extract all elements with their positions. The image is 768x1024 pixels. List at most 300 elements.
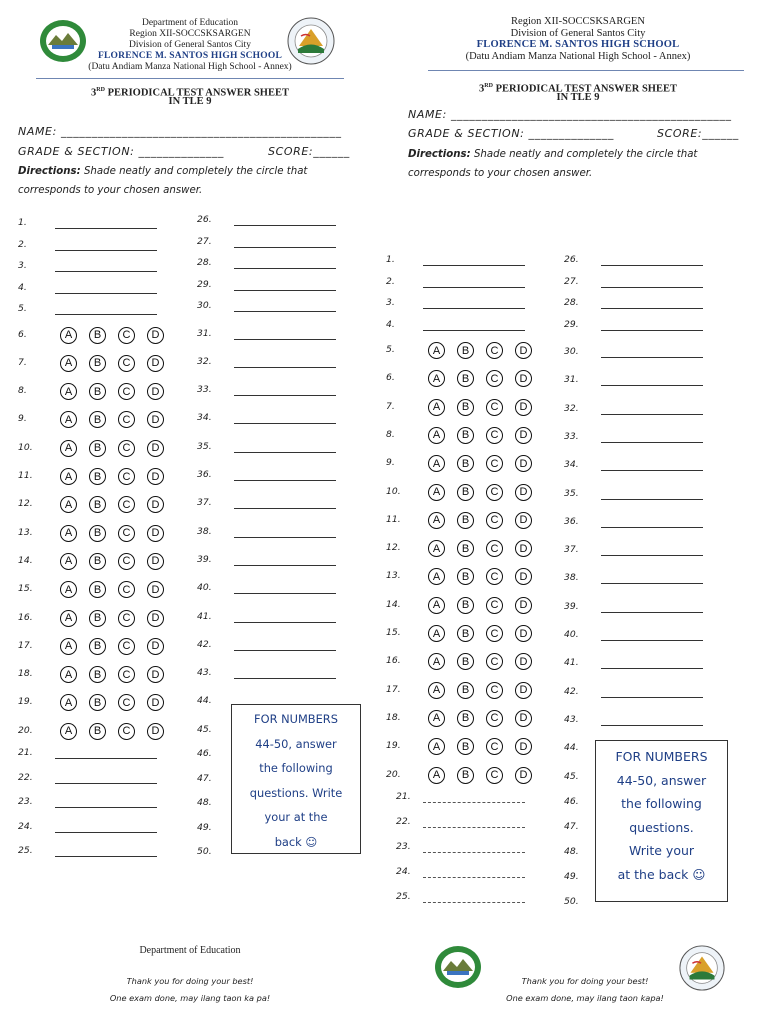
header-divider <box>36 78 344 79</box>
answer-line[interactable] <box>601 697 703 698</box>
choice-bubble-a[interactable]: A <box>428 653 445 670</box>
choice-bubble-d[interactable]: D <box>515 540 532 557</box>
choice-bubble-a[interactable]: A <box>428 427 445 444</box>
choice-bubble-a[interactable]: A <box>60 666 77 683</box>
choice-bubble-c[interactable]: C <box>118 383 135 400</box>
answer-line[interactable] <box>55 271 157 272</box>
choice-bubble-b[interactable]: B <box>457 399 474 416</box>
choice-bubble-a[interactable]: A <box>60 723 77 740</box>
choice-bubble-d[interactable]: D <box>515 370 532 387</box>
choice-bubble-c[interactable]: C <box>486 399 503 416</box>
header-school: FLORENCE M. SANTOS HIGH SCHOOL <box>98 51 282 61</box>
choice-bubble-d[interactable]: D <box>147 440 164 457</box>
choice-bubble-d[interactable]: D <box>147 723 164 740</box>
answer-line[interactable] <box>234 247 336 248</box>
answer-line[interactable] <box>55 228 157 229</box>
choice-bubble-b[interactable]: B <box>457 512 474 529</box>
item-number: 4. <box>18 281 27 293</box>
choice-bubble-a[interactable]: A <box>428 767 445 784</box>
header-region: Region XII-SOCCSKSARGEN <box>511 16 645 27</box>
item-number: 10. <box>386 485 401 497</box>
item-number: 27. <box>197 235 212 247</box>
choice-bubble-b[interactable]: B <box>457 568 474 585</box>
page-title: 3RD PERIODICAL TEST ANSWER SHEET <box>91 87 289 99</box>
choice-bubble-a[interactable]: A <box>428 484 445 501</box>
directions: Directions: Shade neatly and completely the circle that corresponds to your chosen answer. <box>408 149 698 179</box>
answer-line[interactable] <box>234 452 336 453</box>
item-number: 24. <box>18 820 33 832</box>
choice-bubble-c[interactable]: C <box>486 455 503 472</box>
choice-bubble-b[interactable]: B <box>457 484 474 501</box>
choice-bubble-c[interactable]: C <box>486 682 503 699</box>
choice-bubble-b[interactable]: B <box>457 653 474 670</box>
choice-bubble-b[interactable]: B <box>457 370 474 387</box>
choice-bubble-a[interactable]: A <box>60 553 77 570</box>
item-number: 9. <box>18 413 27 425</box>
answer-line[interactable] <box>601 357 703 358</box>
answer-line[interactable] <box>234 395 336 396</box>
choice-bubble-d[interactable]: D <box>147 496 164 513</box>
item-number: 30. <box>564 346 579 357</box>
instruction-box: FOR NUMBERS 44-50, answer the following questions. Write your at the back ☺ <box>595 740 728 902</box>
item-number: 42. <box>564 685 579 697</box>
item-number: 6. <box>386 372 395 384</box>
choice-bubble-b[interactable]: B <box>457 738 474 755</box>
header-annex: (Datu Andiam Manza National High School - Annex) <box>465 50 691 62</box>
choice-bubble-a[interactable]: A <box>428 399 445 416</box>
item-number: 11. <box>386 513 401 525</box>
item-number: 16. <box>18 611 33 623</box>
choice-bubble-c[interactable]: C <box>486 540 503 557</box>
choice-bubble-c[interactable]: C <box>486 653 503 670</box>
item-number: 15. <box>386 627 401 638</box>
header-annex: (Datu Andiam Manza National High School - Annex) <box>88 62 292 72</box>
item-number: 39. <box>564 600 579 612</box>
choice-bubble-c[interactable]: C <box>118 411 135 428</box>
choice-bubble-a[interactable]: A <box>60 638 77 655</box>
item-number: 50. <box>564 895 579 907</box>
answer-line[interactable] <box>423 852 525 853</box>
choice-bubble-c[interactable]: C <box>118 327 135 344</box>
item-number: 19. <box>386 740 401 752</box>
choice-bubble-a[interactable]: A <box>428 512 445 529</box>
choice-bubble-d[interactable]: D <box>515 512 532 529</box>
choice-bubble-a[interactable]: A <box>60 525 77 542</box>
footer-dept: Department of Education <box>139 945 241 956</box>
answer-line[interactable] <box>601 612 703 613</box>
item-number: 17. <box>18 639 33 651</box>
choice-bubble-a[interactable]: A <box>60 411 77 428</box>
answer-line[interactable] <box>601 414 703 415</box>
choice-bubble-b[interactable]: B <box>457 427 474 444</box>
answer-line[interactable] <box>55 856 157 857</box>
item-number: 8. <box>386 428 395 440</box>
answer-line[interactable] <box>423 802 525 803</box>
choice-bubble-d[interactable]: D <box>147 411 164 428</box>
choice-bubble-b[interactable]: B <box>89 496 106 513</box>
item-number: 23. <box>396 840 411 852</box>
choice-bubble-c[interactable]: C <box>118 666 135 683</box>
item-number: 42. <box>197 638 212 650</box>
choice-bubble-b[interactable]: B <box>89 666 106 683</box>
item-number: 37. <box>564 544 579 556</box>
answer-line[interactable] <box>234 367 336 368</box>
choice-bubble-b[interactable]: B <box>457 455 474 472</box>
choice-bubble-d[interactable]: D <box>147 468 164 485</box>
item-number: 36. <box>197 469 212 480</box>
item-number: 31. <box>197 327 212 339</box>
footer-note: One exam done, may ilang taon kapa! <box>506 993 664 1003</box>
answer-line[interactable] <box>601 499 703 500</box>
header-division: Division of General Santos City <box>129 40 251 50</box>
choice-bubble-a[interactable]: A <box>428 568 445 585</box>
answer-line[interactable] <box>601 287 703 288</box>
choice-bubble-b[interactable]: B <box>89 553 106 570</box>
item-number: 2. <box>18 238 27 250</box>
choice-bubble-a[interactable]: A <box>428 625 445 642</box>
item-number: 29. <box>564 318 579 330</box>
choice-bubble-c[interactable]: C <box>118 468 135 485</box>
choice-bubble-b[interactable]: B <box>457 710 474 727</box>
item-number: 21. <box>396 790 411 802</box>
choice-bubble-c[interactable]: C <box>486 625 503 642</box>
choice-bubble-d[interactable]: D <box>515 342 532 359</box>
answer-line[interactable] <box>234 593 336 594</box>
item-number: 26. <box>564 254 579 265</box>
choice-bubble-d[interactable]: D <box>147 694 164 711</box>
header-division: Division of General Santos City <box>510 27 646 39</box>
item-number: 36. <box>564 515 579 527</box>
answer-line[interactable] <box>423 265 525 266</box>
choice-bubble-c[interactable]: C <box>118 694 135 711</box>
header-dept: Department of Education <box>141 18 239 28</box>
item-number: 37. <box>197 497 212 509</box>
item-number: 22. <box>18 771 33 783</box>
item-number: 20. <box>386 768 401 780</box>
choice-bubble-d[interactable]: D <box>515 484 532 501</box>
choice-bubble-a[interactable]: A <box>428 597 445 614</box>
answer-line[interactable] <box>601 583 703 584</box>
choice-bubble-b[interactable]: B <box>89 525 106 542</box>
choice-bubble-b[interactable]: B <box>89 327 106 344</box>
answer-line[interactable] <box>234 311 336 312</box>
answer-line[interactable] <box>234 650 336 651</box>
grade-section-field[interactable]: GRADE & SECTION: ______________ <box>408 127 614 140</box>
item-number: 14. <box>18 554 33 566</box>
item-number: 48. <box>197 797 212 809</box>
choice-bubble-b[interactable]: B <box>89 610 106 627</box>
item-number: 6. <box>18 328 27 340</box>
item-number: 25. <box>18 845 33 856</box>
answer-line[interactable] <box>55 783 157 784</box>
item-number: 20. <box>18 724 33 736</box>
choice-bubble-b[interactable]: B <box>457 597 474 614</box>
item-number: 32. <box>197 355 212 367</box>
choice-bubble-c[interactable]: C <box>118 723 135 740</box>
choice-bubble-c[interactable]: C <box>118 553 135 570</box>
choice-bubble-b[interactable]: B <box>89 383 106 400</box>
choice-bubble-c[interactable]: C <box>118 496 135 513</box>
answer-line[interactable] <box>234 225 336 226</box>
item-number: 7. <box>386 400 395 412</box>
item-number: 15. <box>18 583 33 595</box>
directions: Directions: Shade neatly and completely the circle that corresponds to your chosen answer. <box>18 166 308 196</box>
choice-bubble-a[interactable]: A <box>60 468 77 485</box>
choice-bubble-d[interactable]: D <box>515 625 532 642</box>
item-number: 35. <box>564 487 579 499</box>
answer-line[interactable] <box>423 330 525 331</box>
item-number: 33. <box>197 384 212 396</box>
choice-bubble-d[interactable]: D <box>147 666 164 683</box>
choice-bubble-d[interactable]: D <box>515 568 532 585</box>
item-number: 22. <box>396 815 411 827</box>
footer-thanks: Thank you for doing your best! <box>521 976 649 986</box>
choice-bubble-d[interactable]: D <box>515 767 532 784</box>
item-number: 43. <box>564 713 579 725</box>
item-number: 40. <box>564 629 579 640</box>
answer-line[interactable] <box>55 807 157 808</box>
choice-bubble-d[interactable]: D <box>147 355 164 372</box>
item-number: 28. <box>564 297 579 308</box>
item-number: 8. <box>18 385 27 397</box>
choice-bubble-c[interactable]: C <box>118 638 135 655</box>
choice-bubble-c[interactable]: C <box>118 525 135 542</box>
choice-bubble-b[interactable]: B <box>89 468 106 485</box>
choice-bubble-a[interactable]: A <box>60 440 77 457</box>
choice-bubble-b[interactable]: B <box>89 440 106 457</box>
choice-bubble-b[interactable]: B <box>89 638 106 655</box>
page-subtitle: IN TLE 9 <box>168 96 212 107</box>
answer-line[interactable] <box>601 330 703 331</box>
item-number: 13. <box>386 570 401 582</box>
choice-bubble-c[interactable]: C <box>486 738 503 755</box>
item-number: 44. <box>564 742 579 754</box>
choice-bubble-c[interactable]: C <box>118 610 135 627</box>
choice-bubble-d[interactable]: D <box>515 597 532 614</box>
answer-line[interactable] <box>55 250 157 251</box>
choice-bubble-d[interactable]: D <box>515 738 532 755</box>
choice-bubble-d[interactable]: D <box>515 682 532 699</box>
choice-bubble-d[interactable]: D <box>147 610 164 627</box>
choice-bubble-a[interactable]: A <box>60 581 77 598</box>
item-number: 38. <box>564 572 579 584</box>
item-number: 45. <box>197 723 212 735</box>
answer-line[interactable] <box>423 308 525 309</box>
choice-bubble-c[interactable]: C <box>118 581 135 598</box>
answer-line[interactable] <box>423 902 525 903</box>
item-number: 12. <box>386 542 401 554</box>
choice-bubble-c[interactable]: C <box>486 484 503 501</box>
item-number: 19. <box>18 696 33 708</box>
item-number: 16. <box>386 655 401 667</box>
item-number: 49. <box>564 870 579 882</box>
choice-bubble-d[interactable]: D <box>147 553 164 570</box>
choice-bubble-c[interactable]: C <box>486 512 503 529</box>
choice-bubble-b[interactable]: B <box>457 767 474 784</box>
page-title: 3RD PERIODICAL TEST ANSWER SHEET <box>479 83 677 95</box>
answer-line[interactable] <box>601 442 703 443</box>
choice-bubble-c[interactable]: C <box>118 440 135 457</box>
answer-line[interactable] <box>55 758 157 759</box>
choice-bubble-b[interactable]: B <box>89 411 106 428</box>
score-field[interactable]: SCORE:______ <box>268 145 350 158</box>
choice-bubble-a[interactable]: A <box>60 383 77 400</box>
item-number: 48. <box>564 845 579 857</box>
choice-bubble-b[interactable]: B <box>89 694 106 711</box>
answer-line[interactable] <box>601 668 703 669</box>
choice-bubble-a[interactable]: A <box>428 540 445 557</box>
choice-bubble-d[interactable]: D <box>515 653 532 670</box>
item-number: 12. <box>18 498 33 510</box>
choice-bubble-c[interactable]: C <box>486 710 503 727</box>
item-number: 13. <box>18 526 33 538</box>
choice-bubble-a[interactable]: A <box>428 682 445 699</box>
item-number: 43. <box>197 667 212 679</box>
answer-line[interactable] <box>234 290 336 291</box>
choice-bubble-d[interactable]: D <box>147 581 164 598</box>
item-number: 21. <box>18 747 33 758</box>
name-field[interactable]: NAME: ______________________________________________ <box>408 108 732 121</box>
item-number: 29. <box>197 278 212 290</box>
answer-line[interactable] <box>601 265 703 266</box>
item-number: 45. <box>564 770 579 782</box>
choice-bubble-d[interactable]: D <box>147 638 164 655</box>
choice-bubble-d[interactable]: D <box>515 455 532 472</box>
answer-line[interactable] <box>234 678 336 679</box>
item-number: 9. <box>386 457 395 469</box>
choice-bubble-b[interactable]: B <box>457 342 474 359</box>
choice-bubble-d[interactable]: D <box>515 710 532 727</box>
item-number: 38. <box>197 525 212 537</box>
answer-line[interactable] <box>234 622 336 623</box>
choice-bubble-b[interactable]: B <box>457 682 474 699</box>
choice-bubble-b[interactable]: B <box>457 625 474 642</box>
item-number: 35. <box>197 440 212 452</box>
item-number: 40. <box>197 582 212 594</box>
item-number: 44. <box>197 695 212 707</box>
choice-bubble-a[interactable]: A <box>428 455 445 472</box>
answer-line[interactable] <box>423 877 525 878</box>
item-number: 14. <box>386 598 401 610</box>
choice-bubble-a[interactable]: A <box>428 738 445 755</box>
choice-bubble-c[interactable]: C <box>486 767 503 784</box>
item-number: 23. <box>18 796 33 807</box>
answer-line[interactable] <box>234 339 336 340</box>
item-number: 26. <box>197 214 212 225</box>
item-number: 47. <box>197 772 212 784</box>
choice-bubble-a[interactable]: A <box>428 370 445 387</box>
answer-line[interactable] <box>234 268 336 269</box>
choice-bubble-b[interactable]: B <box>89 723 106 740</box>
answer-line[interactable] <box>234 480 336 481</box>
choice-bubble-c[interactable]: C <box>486 342 503 359</box>
choice-bubble-a[interactable]: A <box>60 327 77 344</box>
grade-section-field[interactable]: GRADE & SECTION: ______________ <box>18 145 224 158</box>
choice-bubble-c[interactable]: C <box>486 370 503 387</box>
item-number: 28. <box>197 257 212 268</box>
choice-bubble-a[interactable]: A <box>60 610 77 627</box>
item-number: 32. <box>564 402 579 414</box>
item-number: 10. <box>18 441 33 453</box>
choice-bubble-b[interactable]: B <box>457 540 474 557</box>
choice-bubble-a[interactable]: A <box>60 694 77 711</box>
answer-line[interactable] <box>601 640 703 641</box>
item-number: 25. <box>396 890 411 902</box>
choice-bubble-a[interactable]: A <box>60 496 77 513</box>
item-number: 4. <box>386 318 395 330</box>
choice-bubble-d[interactable]: D <box>147 327 164 344</box>
answer-line[interactable] <box>423 827 525 828</box>
choice-bubble-a[interactable]: A <box>428 710 445 727</box>
choice-bubble-c[interactable]: C <box>486 568 503 585</box>
page-subtitle: IN TLE 9 <box>556 92 600 103</box>
item-number: 34. <box>197 412 212 424</box>
choice-bubble-c[interactable]: C <box>486 597 503 614</box>
header-divider <box>428 70 744 71</box>
choice-bubble-c[interactable]: C <box>118 355 135 372</box>
item-number: 24. <box>396 865 411 877</box>
answer-line[interactable] <box>55 832 157 833</box>
header-region: Region XII-SOCCSKSARGEN <box>129 29 251 39</box>
answer-line[interactable] <box>234 508 336 509</box>
footer-thanks: Thank you for doing your best! <box>126 976 254 986</box>
answer-line[interactable] <box>423 287 525 288</box>
choice-bubble-c[interactable]: C <box>486 427 503 444</box>
choice-bubble-d[interactable]: D <box>147 383 164 400</box>
score-field[interactable]: SCORE:______ <box>657 127 739 140</box>
answer-line[interactable] <box>55 293 157 294</box>
item-number: 11. <box>18 470 33 481</box>
item-number: 3. <box>386 297 395 308</box>
answer-line[interactable] <box>234 423 336 424</box>
item-number: 5. <box>386 344 395 355</box>
item-number: 50. <box>197 846 212 858</box>
item-number: 3. <box>18 260 27 271</box>
answer-line[interactable] <box>601 308 703 309</box>
item-number: 46. <box>564 795 579 807</box>
answer-line[interactable] <box>601 555 703 556</box>
name-field[interactable]: NAME: ______________________________________________ <box>18 125 342 138</box>
item-number: 7. <box>18 356 27 368</box>
answer-line[interactable] <box>601 527 703 528</box>
footer-note: One exam done, may ilang taon ka pa! <box>109 993 271 1003</box>
answer-line[interactable] <box>601 725 703 726</box>
choice-bubble-b[interactable]: B <box>89 355 106 372</box>
choice-bubble-a[interactable]: A <box>428 342 445 359</box>
choice-bubble-a[interactable]: A <box>60 355 77 372</box>
answer-line[interactable] <box>601 385 703 386</box>
item-number: 33. <box>564 430 579 442</box>
item-number: 1. <box>18 217 27 228</box>
answer-line[interactable] <box>234 565 336 566</box>
choice-bubble-d[interactable]: D <box>515 427 532 444</box>
choice-bubble-d[interactable]: D <box>147 525 164 542</box>
answer-line[interactable] <box>601 470 703 471</box>
item-number: 5. <box>18 303 27 314</box>
choice-bubble-d[interactable]: D <box>515 399 532 416</box>
item-number: 27. <box>564 275 579 287</box>
item-number: 34. <box>564 459 579 471</box>
item-number: 41. <box>197 610 212 622</box>
item-number: 47. <box>564 820 579 832</box>
choice-bubble-b[interactable]: B <box>89 581 106 598</box>
item-number: 17. <box>386 683 401 695</box>
answer-line[interactable] <box>234 537 336 538</box>
item-number: 2. <box>386 275 395 287</box>
instruction-box: FOR NUMBERS 44-50, answer the following questions. Write your at the back ☺ <box>231 704 361 854</box>
answer-line[interactable] <box>55 314 157 315</box>
item-number: 31. <box>564 374 579 386</box>
